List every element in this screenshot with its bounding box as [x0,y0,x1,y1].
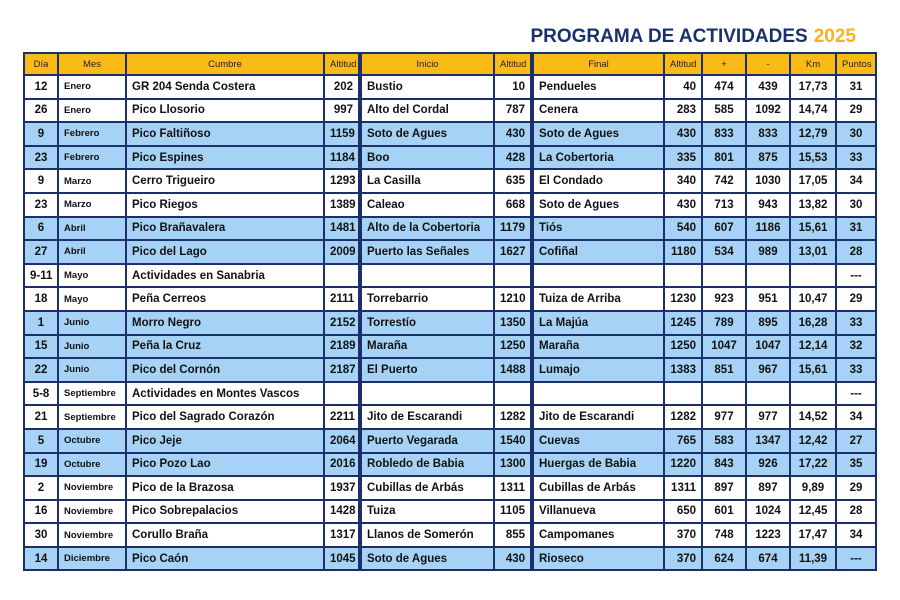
cell-inicio [360,382,494,406]
cell-altitud-inicio: 1350 [494,311,532,335]
cell-altitud-inicio: 1179 [494,217,532,241]
cell-altitud-final: 340 [664,169,702,193]
header-puntos: Puntos [836,53,876,75]
cell-km: 15,61 [790,217,836,241]
table-row [24,358,876,382]
cell-minus: 977 [746,405,790,429]
cell-altitud-inicio: 1311 [494,476,532,500]
cell-mes: Abril [58,240,126,264]
cell-mes: Noviembre [58,476,126,500]
cell-inicio: Puerto Vegarada [360,429,494,453]
cell-cumbre: Peña la Cruz [126,335,324,359]
cell-final: Tuiza de Arriba [532,287,664,311]
cell-cumbre: GR 204 Senda Costera [126,75,324,99]
header-mes: Mes [58,53,126,75]
cell-dia: 18 [24,287,58,311]
cell-puntos: 28 [836,240,876,264]
cell-km [790,264,836,288]
cell-altitud-inicio: 1282 [494,405,532,429]
header-km: Km [790,53,836,75]
cell-altitud-inicio: 855 [494,523,532,547]
cell-altitud-final: 1230 [664,287,702,311]
cell-altitud-cumbre: 2189 [324,335,360,359]
cell-km: 13,01 [790,240,836,264]
cell-final: Rioseco [532,547,664,571]
cell-dia: 15 [24,335,58,359]
cell-minus: 943 [746,193,790,217]
cell-altitud-cumbre: 1481 [324,217,360,241]
cell-mes: Junio [58,335,126,359]
cell-cumbre: Corullo Braña [126,523,324,547]
cell-final: Jito de Escarandi [532,405,664,429]
cell-mes: Diciembre [58,547,126,571]
cell-cumbre: Pico Brañavalera [126,217,324,241]
cell-final: Tiós [532,217,664,241]
cell-altitud-inicio: 635 [494,169,532,193]
cell-final: La Cobertoria [532,146,664,170]
cell-km: 12,79 [790,122,836,146]
cell-plus: 742 [702,169,746,193]
cell-dia: 26 [24,99,58,123]
cell-altitud-final: 283 [664,99,702,123]
header-final: Final [532,53,664,75]
cell-altitud-cumbre: 202 [324,75,360,99]
cell-cumbre: Morro Negro [126,311,324,335]
cell-altitud-inicio: 1300 [494,453,532,477]
cell-puntos: 31 [836,75,876,99]
cell-km: 12,45 [790,500,836,524]
cell-altitud-cumbre: 2111 [324,287,360,311]
cell-altitud-final: 335 [664,146,702,170]
cell-altitud-final [664,382,702,406]
cell-plus: 843 [702,453,746,477]
table-row [24,264,876,288]
cell-final: Villanueva [532,500,664,524]
cell-altitud-inicio [494,264,532,288]
cell-altitud-cumbre [324,264,360,288]
cell-km: 16,28 [790,311,836,335]
cell-altitud-cumbre: 1317 [324,523,360,547]
cell-cumbre: Pico Sobrepalacios [126,500,324,524]
cell-plus: 583 [702,429,746,453]
cell-altitud-inicio: 1250 [494,335,532,359]
cell-inicio: Robledo de Babia [360,453,494,477]
cell-mes: Marzo [58,193,126,217]
cell-altitud-final: 1282 [664,405,702,429]
cell-dia: 5 [24,429,58,453]
cell-final: Maraña [532,335,664,359]
cell-minus: 1223 [746,523,790,547]
table-row [24,335,876,359]
cell-altitud-cumbre: 1937 [324,476,360,500]
cell-altitud-cumbre: 2009 [324,240,360,264]
cell-dia: 6 [24,217,58,241]
cell-altitud-inicio: 1105 [494,500,532,524]
cell-dia: 27 [24,240,58,264]
cell-final: Pendueles [532,75,664,99]
cell-puntos: 30 [836,193,876,217]
cell-puntos: --- [836,264,876,288]
title-year: 2025 [813,26,856,47]
header-dia: Día [24,53,58,75]
cell-minus: 951 [746,287,790,311]
cell-minus [746,264,790,288]
cell-dia: 23 [24,146,58,170]
cell-puntos: --- [836,547,876,571]
cell-mes: Febrero [58,122,126,146]
cell-cumbre: Actividades en Montes Vascos [126,382,324,406]
cell-final: Soto de Agues [532,122,664,146]
cell-inicio: Alto de la Cobertoria [360,217,494,241]
cell-final: El Condado [532,169,664,193]
cell-inicio: La Casilla [360,169,494,193]
cell-puntos: 34 [836,169,876,193]
cell-plus: 923 [702,287,746,311]
cell-altitud-cumbre: 2211 [324,405,360,429]
cell-altitud-final: 1250 [664,335,702,359]
table-body [24,75,876,570]
cell-mes: Noviembre [58,500,126,524]
cell-dia: 9-11 [24,264,58,288]
cell-km: 12,42 [790,429,836,453]
cell-minus: 897 [746,476,790,500]
table-row [24,382,876,406]
table-row [24,193,876,217]
cell-dia: 9 [24,169,58,193]
cell-dia: 5-8 [24,382,58,406]
cell-plus: 851 [702,358,746,382]
cell-cumbre: Pico del Lago [126,240,324,264]
cell-altitud-cumbre: 1389 [324,193,360,217]
cell-altitud-final: 430 [664,193,702,217]
cell-km: 17,05 [790,169,836,193]
cell-minus: 989 [746,240,790,264]
cell-km: 11,39 [790,547,836,571]
header-minus: - [746,53,790,75]
cell-inicio: Caleao [360,193,494,217]
cell-km: 14,74 [790,99,836,123]
table-row [24,523,876,547]
cell-altitud-cumbre: 2187 [324,358,360,382]
table-row [24,122,876,146]
cell-km: 17,47 [790,523,836,547]
cell-inicio: Tuiza [360,500,494,524]
cell-altitud-inicio: 1488 [494,358,532,382]
cell-cumbre: Pico del Cornón [126,358,324,382]
cell-km: 9,89 [790,476,836,500]
cell-puntos: 30 [836,122,876,146]
table-row [24,547,876,571]
cell-plus: 585 [702,99,746,123]
cell-final: Cenera [532,99,664,123]
cell-plus: 601 [702,500,746,524]
cell-altitud-inicio: 1210 [494,287,532,311]
cell-cumbre: Pico Faltiñoso [126,122,324,146]
cell-mes: Febrero [58,146,126,170]
table-row [24,75,876,99]
cell-dia: 16 [24,500,58,524]
cell-cumbre: Pico Pozo Lao [126,453,324,477]
cell-puntos: 29 [836,99,876,123]
cell-mes: Enero [58,99,126,123]
cell-final: Campomanes [532,523,664,547]
cell-mes: Octubre [58,453,126,477]
cell-inicio: Puerto las Señales [360,240,494,264]
cell-km: 15,53 [790,146,836,170]
cell-km: 14,52 [790,405,836,429]
cell-inicio: El Puerto [360,358,494,382]
cell-altitud-cumbre: 1293 [324,169,360,193]
cell-minus: 1347 [746,429,790,453]
table-row [24,476,876,500]
cell-altitud-cumbre: 2064 [324,429,360,453]
cell-altitud-cumbre: 2152 [324,311,360,335]
cell-altitud-final: 40 [664,75,702,99]
cell-altitud-cumbre: 1428 [324,500,360,524]
cell-final: Lumajo [532,358,664,382]
cell-minus: 895 [746,311,790,335]
cell-altitud-final: 1311 [664,476,702,500]
cell-plus: 624 [702,547,746,571]
cell-cumbre: Pico Riegos [126,193,324,217]
cell-altitud-inicio [494,382,532,406]
cell-altitud-final: 540 [664,217,702,241]
cell-final: La Majúa [532,311,664,335]
cell-altitud-inicio: 1627 [494,240,532,264]
header-cumbre: Cumbre [126,53,324,75]
cell-puntos: 29 [836,476,876,500]
cell-plus: 977 [702,405,746,429]
table-row [24,287,876,311]
cell-mes: Octubre [58,429,126,453]
cell-inicio: Llanos de Somerón [360,523,494,547]
cell-altitud-inicio: 1540 [494,429,532,453]
cell-final: Cubillas de Arbás [532,476,664,500]
cell-cumbre: Pico Jeje [126,429,324,453]
cell-minus: 967 [746,358,790,382]
cell-puntos: --- [836,382,876,406]
page-title [0,26,856,48]
cell-inicio: Jito de Escarandi [360,405,494,429]
cell-inicio: Cubillas de Arbás [360,476,494,500]
table-row [24,311,876,335]
header-altitud-inicio: Altitud [494,53,532,75]
cell-inicio: Boo [360,146,494,170]
cell-altitud-final: 1180 [664,240,702,264]
cell-plus [702,264,746,288]
cell-minus: 1030 [746,169,790,193]
cell-km: 17,73 [790,75,836,99]
cell-puntos: 29 [836,287,876,311]
cell-dia: 23 [24,193,58,217]
cell-final [532,382,664,406]
cell-inicio: Torrestío [360,311,494,335]
table-header-row [24,53,876,75]
cell-km: 15,61 [790,358,836,382]
cell-puntos: 33 [836,311,876,335]
cell-final: Cofiñal [532,240,664,264]
cell-final: Huergas de Babia [532,453,664,477]
cell-plus: 748 [702,523,746,547]
cell-inicio: Torrebarrio [360,287,494,311]
table-row [24,217,876,241]
cell-plus: 789 [702,311,746,335]
cell-minus: 1092 [746,99,790,123]
table-row [24,146,876,170]
cell-altitud-final [664,264,702,288]
cell-mes: Mayo [58,264,126,288]
cell-cumbre: Pico de la Brazosa [126,476,324,500]
cell-altitud-inicio: 787 [494,99,532,123]
cell-final: Cuevas [532,429,664,453]
cell-dia: 9 [24,122,58,146]
cell-cumbre: Pico Caón [126,547,324,571]
cell-altitud-inicio: 428 [494,146,532,170]
title-text: PROGRAMA DE ACTIVIDADES [530,26,808,47]
cell-minus: 926 [746,453,790,477]
cell-mes: Enero [58,75,126,99]
cell-mes: Junio [58,311,126,335]
cell-cumbre: Pico Llosorio [126,99,324,123]
cell-puntos: 33 [836,146,876,170]
cell-cumbre: Pico del Sagrado Corazón [126,405,324,429]
table-row [24,405,876,429]
table-row [24,99,876,123]
header-plus: + [702,53,746,75]
cell-altitud-cumbre: 2016 [324,453,360,477]
cell-altitud-inicio: 430 [494,547,532,571]
cell-mes: Septiembre [58,382,126,406]
cell-puntos: 33 [836,358,876,382]
cell-puntos: 34 [836,523,876,547]
cell-km: 17,22 [790,453,836,477]
cell-plus [702,382,746,406]
cell-cumbre: Peña Cerreos [126,287,324,311]
cell-mes: Septiembre [58,405,126,429]
cell-cumbre: Actividades en Sanabria [126,264,324,288]
cell-minus: 1024 [746,500,790,524]
header-altitud-cumbre: Altitud [324,53,360,75]
cell-altitud-cumbre: 1159 [324,122,360,146]
header-inicio: Inicio [360,53,494,75]
cell-inicio: Maraña [360,335,494,359]
cell-mes: Mayo [58,287,126,311]
table-row [24,169,876,193]
cell-puntos: 31 [836,217,876,241]
cell-plus: 897 [702,476,746,500]
cell-minus: 875 [746,146,790,170]
cell-mes: Abril [58,217,126,241]
cell-final: Soto de Agues [532,193,664,217]
cell-plus: 474 [702,75,746,99]
cell-inicio: Soto de Agues [360,122,494,146]
cell-dia: 21 [24,405,58,429]
cell-puntos: 28 [836,500,876,524]
cell-minus: 1047 [746,335,790,359]
cell-puntos: 27 [836,429,876,453]
cell-altitud-final: 370 [664,523,702,547]
cell-dia: 1 [24,311,58,335]
cell-plus: 833 [702,122,746,146]
cell-dia: 2 [24,476,58,500]
cell-inicio: Soto de Agues [360,547,494,571]
cell-dia: 14 [24,547,58,571]
cell-altitud-final: 370 [664,547,702,571]
cell-plus: 713 [702,193,746,217]
cell-km: 12,14 [790,335,836,359]
cell-altitud-final: 765 [664,429,702,453]
cell-km: 13,82 [790,193,836,217]
cell-dia: 19 [24,453,58,477]
activities-table [23,52,877,571]
cell-altitud-final: 650 [664,500,702,524]
cell-cumbre: Cerro Trigueiro [126,169,324,193]
cell-minus: 1186 [746,217,790,241]
table-row [24,500,876,524]
cell-plus: 607 [702,217,746,241]
cell-altitud-final: 1220 [664,453,702,477]
cell-dia: 12 [24,75,58,99]
cell-km [790,382,836,406]
cell-mes: Marzo [58,169,126,193]
cell-inicio: Bustio [360,75,494,99]
cell-minus [746,382,790,406]
table-row [24,453,876,477]
cell-minus: 833 [746,122,790,146]
cell-altitud-final: 1245 [664,311,702,335]
cell-altitud-cumbre: 1045 [324,547,360,571]
cell-cumbre: Pico Espines [126,146,324,170]
cell-altitud-inicio: 10 [494,75,532,99]
cell-inicio [360,264,494,288]
cell-altitud-final: 1383 [664,358,702,382]
cell-puntos: 32 [836,335,876,359]
cell-puntos: 35 [836,453,876,477]
cell-plus: 534 [702,240,746,264]
cell-inicio: Alto del Cordal [360,99,494,123]
cell-altitud-inicio: 668 [494,193,532,217]
cell-altitud-inicio: 430 [494,122,532,146]
cell-mes: Junio [58,358,126,382]
cell-final [532,264,664,288]
cell-puntos: 34 [836,405,876,429]
cell-plus: 801 [702,146,746,170]
cell-km: 10,47 [790,287,836,311]
cell-dia: 22 [24,358,58,382]
cell-plus: 1047 [702,335,746,359]
cell-altitud-cumbre: 1184 [324,146,360,170]
table-row [24,429,876,453]
cell-mes: Noviembre [58,523,126,547]
cell-altitud-cumbre [324,382,360,406]
cell-minus: 439 [746,75,790,99]
table-row [24,240,876,264]
header-altitud-final: Altitud [664,53,702,75]
cell-altitud-final: 430 [664,122,702,146]
cell-dia: 30 [24,523,58,547]
cell-altitud-cumbre: 997 [324,99,360,123]
cell-minus: 674 [746,547,790,571]
